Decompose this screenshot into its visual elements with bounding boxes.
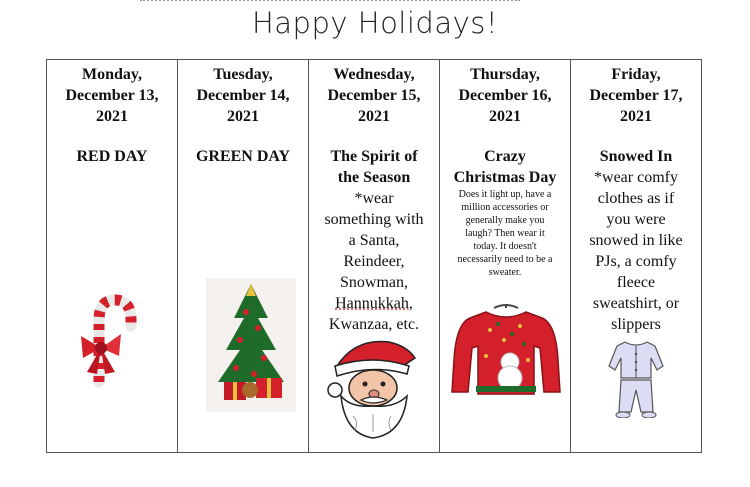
day-name: Friday, <box>611 66 661 83</box>
day-cell-friday <box>571 60 702 453</box>
day-name: Wednesday, <box>333 66 415 83</box>
santa-face-icon <box>325 336 423 440</box>
christmas-tree-icon <box>206 278 296 412</box>
desc-line: *wear <box>354 190 394 207</box>
desc-line: Hannukkah, <box>335 295 413 312</box>
candy-cane-icon <box>77 292 141 388</box>
theme-line: The Spirit of <box>330 148 418 165</box>
desc-line: million accessories or <box>461 202 549 213</box>
theme-line: Crazy <box>484 148 526 165</box>
day-year: 2021 <box>96 108 128 125</box>
desc-line: fleece <box>616 274 656 291</box>
cut-line <box>140 0 520 4</box>
day-name: Monday, <box>81 66 142 83</box>
desc-line: Does it light up, have a <box>458 189 552 200</box>
day-description <box>440 188 570 279</box>
pajamas-icon <box>607 338 665 418</box>
desc-line: slippers <box>611 316 661 333</box>
desc-line: *wear comfy <box>594 169 678 186</box>
day-theme <box>309 146 439 188</box>
theme-line: the Season <box>337 169 411 186</box>
desc-line: laugh? Then wear it <box>465 228 545 239</box>
day-theme: Snowed In <box>599 148 673 165</box>
day-date: December 15, <box>327 87 421 104</box>
desc-line: sweatshirt, or <box>592 295 680 312</box>
desc-line: something with <box>324 211 424 228</box>
theme-line: Christmas Day <box>453 169 557 186</box>
day-date: December 14, <box>196 87 290 104</box>
page-title: Happy Holidays! <box>251 6 498 40</box>
schedule-table <box>46 59 702 453</box>
day-description <box>309 188 439 335</box>
day-header <box>47 60 177 127</box>
day-header <box>571 60 701 127</box>
christmas-sweater-icon <box>450 300 562 396</box>
desc-line: you were <box>606 211 666 228</box>
desc-line: today. It doesn't <box>473 241 537 252</box>
desc-line: generally make you <box>465 215 545 226</box>
day-theme: RED DAY <box>76 148 148 165</box>
day-header <box>440 60 570 127</box>
day-cell-thursday <box>440 60 571 453</box>
day-year: 2021 <box>227 108 259 125</box>
day-name: Thursday, <box>470 66 540 83</box>
day-year: 2021 <box>620 108 652 125</box>
desc-line: clothes as if <box>597 190 675 207</box>
desc-line: Kwanzaa, etc. <box>328 316 420 333</box>
day-name: Tuesday, <box>213 66 273 83</box>
day-theme <box>440 146 570 188</box>
day-date: December 13, <box>65 87 159 104</box>
desc-line: necessarily need to be a <box>457 254 553 265</box>
day-year: 2021 <box>358 108 390 125</box>
day-header <box>309 60 439 127</box>
desc-line: sweater. <box>488 267 522 278</box>
desc-line: PJs, a comfy <box>595 253 677 270</box>
day-header <box>178 60 308 127</box>
desc-line: snowed in like <box>589 232 683 249</box>
desc-line: Snowman, <box>340 274 408 291</box>
day-cell-tuesday <box>178 60 309 453</box>
day-year: 2021 <box>489 108 521 125</box>
day-cell-monday <box>47 60 178 453</box>
day-description <box>571 167 701 335</box>
day-cell-wednesday <box>309 60 440 453</box>
day-date: December 17, <box>589 87 683 104</box>
desc-line: a Santa, <box>348 232 400 249</box>
day-date: December 16, <box>458 87 552 104</box>
desc-line: Reindeer, <box>343 253 405 270</box>
day-theme: GREEN DAY <box>195 148 291 165</box>
